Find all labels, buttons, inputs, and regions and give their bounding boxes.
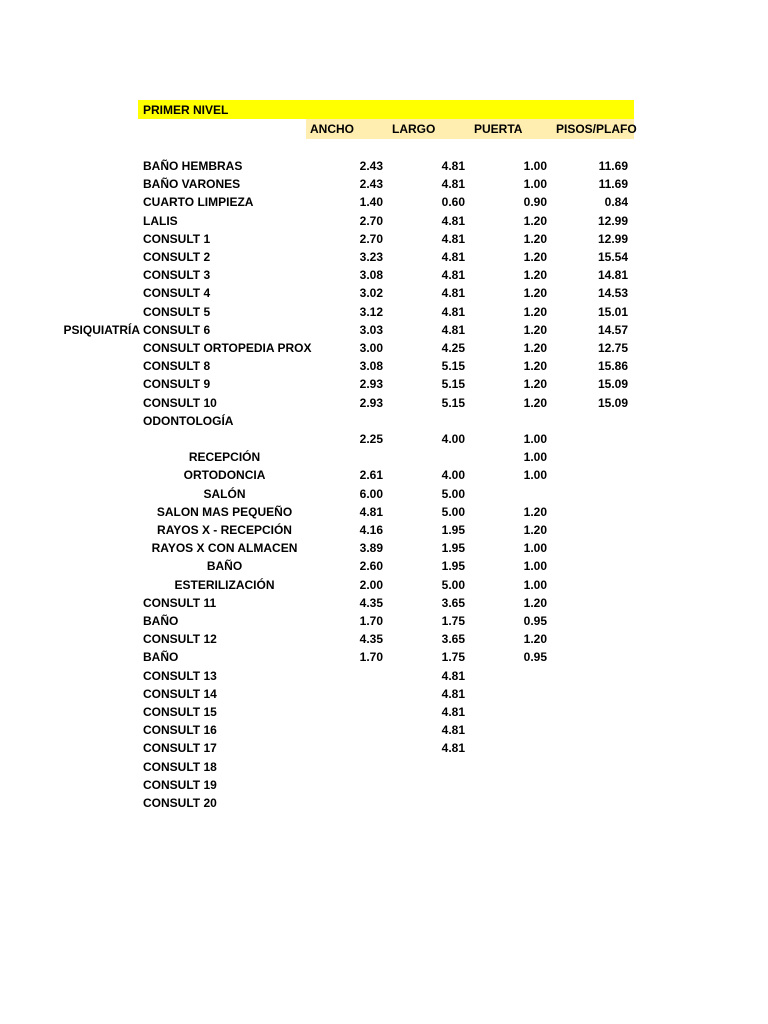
cell-pisos: 15.09 bbox=[597, 395, 628, 410]
table-row bbox=[0, 323, 768, 341]
row-label: CONSULT 4 bbox=[143, 286, 211, 301]
row-label: CONSULT 13 bbox=[143, 668, 217, 683]
table-row bbox=[0, 650, 768, 668]
cell-ancho: 2.43 bbox=[359, 177, 383, 192]
row-label: CONSULT ORTOPEDIA PROX bbox=[143, 341, 312, 355]
cell-ancho: 2.60 bbox=[359, 559, 383, 574]
cell-largo: 1.75 bbox=[441, 614, 465, 628]
cell-largo: 3.65 bbox=[441, 595, 465, 610]
table-row bbox=[0, 760, 768, 778]
cell-ancho: 2.00 bbox=[359, 577, 383, 592]
cell-largo: 1.95 bbox=[441, 559, 465, 574]
cell-puerta: 1.00 bbox=[523, 159, 547, 173]
cell-pisos: 11.69 bbox=[598, 159, 628, 173]
cell-ancho: 4.35 bbox=[359, 595, 383, 610]
cell-largo: 4.81 bbox=[441, 250, 465, 264]
cell-pisos: 14.57 bbox=[597, 322, 628, 337]
cell-largo: 1.75 bbox=[441, 650, 465, 665]
cell-largo: 4.81 bbox=[441, 686, 465, 701]
row-label: BAÑO bbox=[143, 650, 179, 665]
cell-pisos: 14.81 bbox=[597, 268, 628, 283]
cell-ancho: 3.03 bbox=[359, 322, 383, 337]
cell-ancho: 3.23 bbox=[359, 250, 383, 264]
row-label: CONSULT 17 bbox=[143, 741, 217, 756]
table-row bbox=[0, 669, 768, 687]
row-label: RECEPCIÓN bbox=[188, 450, 261, 465]
cell-pisos: 11.69 bbox=[598, 177, 628, 192]
column-header-largo: LARGO bbox=[392, 122, 436, 136]
column-header-puerta: PUERTA bbox=[474, 122, 523, 136]
cell-puerta: 1.00 bbox=[523, 432, 547, 446]
row-label: CONSULT 11 bbox=[143, 595, 217, 610]
cell-puerta: 1.20 bbox=[523, 304, 547, 319]
row-label: LALIS bbox=[143, 213, 178, 228]
cell-puerta: 0.90 bbox=[523, 195, 547, 210]
cell-largo: 4.81 bbox=[441, 322, 465, 337]
cell-largo: 5.15 bbox=[441, 395, 465, 410]
row-label: CONSULT 9 bbox=[143, 377, 211, 392]
cell-ancho: 1.70 bbox=[359, 650, 383, 665]
cell-largo: 4.81 bbox=[441, 668, 465, 683]
cell-largo: 4.00 bbox=[441, 468, 465, 483]
row-label: CONSULT 5 bbox=[143, 304, 211, 319]
row-label: RAYOS X - RECEPCIÓN bbox=[157, 523, 292, 537]
table-row bbox=[0, 578, 768, 596]
cell-pisos: 15.01 bbox=[597, 304, 628, 319]
table-row bbox=[0, 286, 768, 304]
row-label: BAÑO bbox=[206, 559, 243, 574]
table-row bbox=[0, 450, 768, 468]
cell-largo: 1.95 bbox=[441, 523, 465, 537]
table-row bbox=[0, 268, 768, 286]
cell-largo: 5.00 bbox=[441, 486, 465, 501]
row-label: BAÑO HEMBRAS bbox=[143, 159, 243, 173]
row-label: CONSULT 2 bbox=[143, 250, 211, 264]
table-row bbox=[0, 377, 768, 395]
table-row bbox=[0, 705, 768, 723]
cell-largo: 5.15 bbox=[441, 359, 465, 374]
cell-pisos: 15.86 bbox=[597, 359, 628, 374]
cell-ancho: 3.08 bbox=[359, 268, 383, 283]
cell-pisos: 14.53 bbox=[597, 286, 628, 301]
cell-puerta: 1.20 bbox=[523, 341, 547, 355]
cell-ancho: 2.70 bbox=[359, 213, 383, 228]
table-row bbox=[0, 723, 768, 741]
table-row bbox=[0, 195, 768, 213]
column-header-ancho: ANCHO bbox=[310, 122, 354, 136]
table-row bbox=[0, 305, 768, 323]
cell-puerta: 1.20 bbox=[523, 632, 547, 647]
cell-ancho: 4.16 bbox=[359, 523, 383, 537]
cell-ancho: 3.08 bbox=[359, 359, 383, 374]
cell-ancho: 2.43 bbox=[359, 159, 383, 173]
cell-largo: 4.00 bbox=[441, 432, 465, 446]
cell-ancho: 2.61 bbox=[359, 468, 383, 483]
cell-largo: 4.25 bbox=[441, 341, 465, 355]
cell-puerta: 1.00 bbox=[523, 468, 547, 483]
table-row bbox=[0, 523, 768, 541]
table-row bbox=[0, 687, 768, 705]
row-label: CONSULT 14 bbox=[143, 686, 217, 701]
cell-largo: 4.81 bbox=[441, 705, 465, 719]
row-label: CONSULT 16 bbox=[143, 723, 217, 738]
cell-largo: 4.81 bbox=[441, 231, 465, 246]
cell-ancho: 6.00 bbox=[359, 486, 383, 501]
cell-puerta: 1.00 bbox=[523, 577, 547, 592]
table-row bbox=[0, 396, 768, 414]
row-label: CONSULT 19 bbox=[143, 777, 217, 792]
cell-ancho: 4.35 bbox=[359, 632, 383, 647]
row-label: SALON MAS PEQUEÑO bbox=[156, 504, 293, 519]
table-row bbox=[0, 250, 768, 268]
cell-pisos: 12.99 bbox=[597, 231, 628, 246]
row-label: CONSULT 10 bbox=[143, 395, 217, 410]
table-row bbox=[0, 596, 768, 614]
cell-largo: 4.81 bbox=[441, 213, 465, 228]
row-label: CONSULT 8 bbox=[143, 359, 211, 374]
cell-largo: 5.00 bbox=[441, 504, 465, 519]
cell-puerta: 1.00 bbox=[523, 450, 547, 465]
cell-ancho: 3.89 bbox=[359, 541, 383, 556]
table-row bbox=[0, 541, 768, 559]
cell-ancho: 2.93 bbox=[359, 377, 383, 392]
cell-pisos: 15.54 bbox=[597, 250, 628, 264]
cell-pisos: 12.99 bbox=[597, 213, 628, 228]
table-row bbox=[0, 214, 768, 232]
cell-ancho: 2.25 bbox=[359, 432, 383, 446]
row-label: CONSULT 15 bbox=[143, 705, 217, 719]
cell-puerta: 1.20 bbox=[523, 250, 547, 264]
row-label: RAYOS X CON ALMACEN bbox=[151, 541, 298, 556]
cell-ancho: 3.02 bbox=[359, 286, 383, 301]
table-row bbox=[0, 177, 768, 195]
cell-puerta: 1.00 bbox=[523, 541, 547, 556]
cell-ancho: 4.81 bbox=[359, 504, 383, 519]
cell-largo: 4.81 bbox=[441, 177, 465, 192]
cell-ancho: 1.70 bbox=[359, 614, 383, 628]
cell-largo: 3.65 bbox=[441, 632, 465, 647]
cell-largo: 0.60 bbox=[441, 195, 465, 210]
table-row bbox=[0, 632, 768, 650]
cell-puerta: 1.20 bbox=[523, 595, 547, 610]
table-row bbox=[0, 741, 768, 759]
row-label: SALÓN bbox=[203, 486, 246, 501]
column-header-pisos: PISOS/PLAFO bbox=[556, 122, 637, 136]
cell-puerta: 1.20 bbox=[523, 213, 547, 228]
table-row bbox=[0, 505, 768, 523]
cell-puerta: 1.00 bbox=[523, 559, 547, 574]
cell-puerta: 1.20 bbox=[523, 395, 547, 410]
cell-puerta: 1.20 bbox=[523, 523, 547, 537]
row-label: CONSULT 6 bbox=[143, 322, 211, 337]
cell-puerta: 1.20 bbox=[523, 268, 547, 283]
sheet-title: PRIMER NIVEL bbox=[143, 103, 229, 117]
table-row bbox=[0, 468, 768, 486]
cell-largo: 4.81 bbox=[441, 286, 465, 301]
row-label: CONSULT 1 bbox=[143, 231, 211, 246]
row-label: ODONTOLOGÍA bbox=[143, 413, 234, 428]
cell-puerta: 1.20 bbox=[523, 359, 547, 374]
cell-ancho: 1.40 bbox=[359, 195, 383, 210]
table-row bbox=[0, 414, 768, 432]
cell-pisos: 0.84 bbox=[604, 195, 628, 210]
cell-largo: 1.95 bbox=[441, 541, 465, 556]
cell-puerta: 1.20 bbox=[523, 504, 547, 519]
table-row bbox=[0, 232, 768, 250]
cell-largo: 5.15 bbox=[441, 377, 465, 392]
cell-largo: 5.00 bbox=[441, 577, 465, 592]
table-row bbox=[0, 341, 768, 359]
row-label: ORTODONCIA bbox=[183, 468, 266, 483]
cell-puerta: 1.20 bbox=[523, 286, 547, 301]
table-row bbox=[0, 159, 768, 177]
row-label: CONSULT 18 bbox=[143, 759, 217, 774]
cell-ancho: 3.00 bbox=[359, 341, 383, 355]
row-label: CONSULT 3 bbox=[143, 268, 211, 283]
cell-largo: 4.81 bbox=[441, 159, 465, 173]
cell-largo: 4.81 bbox=[441, 723, 465, 738]
cell-largo: 4.81 bbox=[441, 268, 465, 283]
cell-pisos: 15.09 bbox=[597, 377, 628, 392]
cell-largo: 4.81 bbox=[441, 741, 465, 756]
cell-puerta: 1.20 bbox=[523, 322, 547, 337]
table-row bbox=[0, 432, 768, 450]
row-side-label: PSIQUIATRÍA bbox=[63, 322, 140, 337]
cell-ancho: 2.70 bbox=[359, 231, 383, 246]
cell-puerta: 0.95 bbox=[523, 614, 547, 628]
cell-puerta: 1.00 bbox=[523, 177, 547, 192]
table-row bbox=[0, 778, 768, 796]
cell-ancho: 2.93 bbox=[359, 395, 383, 410]
row-label: ESTERILIZACIÓN bbox=[174, 577, 275, 592]
table-row bbox=[0, 614, 768, 632]
row-label: CUARTO LIMPIEZA bbox=[143, 195, 254, 210]
table-row bbox=[0, 487, 768, 505]
cell-puerta: 0.95 bbox=[523, 650, 547, 665]
cell-puerta: 1.20 bbox=[523, 377, 547, 392]
row-label: BAÑO VARONES bbox=[143, 177, 241, 192]
cell-ancho: 3.12 bbox=[359, 304, 383, 319]
table-row bbox=[0, 796, 768, 814]
cell-puerta: 1.20 bbox=[523, 231, 547, 246]
cell-pisos: 12.75 bbox=[597, 341, 628, 355]
table-row bbox=[0, 559, 768, 577]
row-label: BAÑO bbox=[143, 614, 179, 628]
row-label: CONSULT 12 bbox=[143, 632, 217, 647]
table-row bbox=[0, 359, 768, 377]
row-label: CONSULT 20 bbox=[143, 796, 217, 810]
cell-largo: 4.81 bbox=[441, 304, 465, 319]
